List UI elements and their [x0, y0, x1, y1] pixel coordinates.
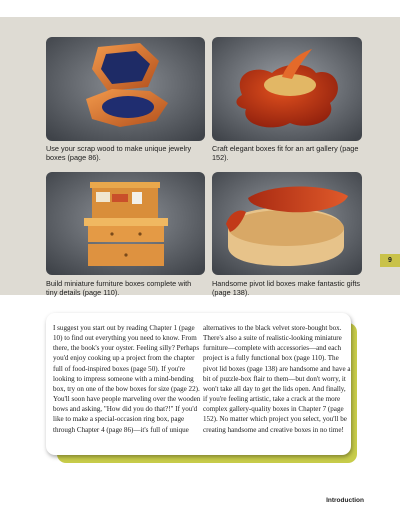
text-line: There's also a suite of realistic-looking miniature [203, 334, 342, 343]
text-line: pivot lid boxes (page 138) are handsome and have a [203, 364, 351, 373]
caption-jewelry-box: Use your scrap wood to make unique jewelry boxes (page 86). [46, 144, 192, 162]
caption-pivot-box: Handsome pivot lid boxes make fantastic gifts (page 138). [212, 279, 361, 297]
gallery-box-photo [212, 37, 362, 141]
text-line: looking to impress someone with a mind-bending [53, 374, 194, 383]
furniture-box-photo [46, 172, 205, 275]
text-line: box, try on one of the bow boxes for size (page 22). [53, 384, 200, 393]
text-line: bit of puzzle-box flair to them—but don't worry, it [203, 374, 346, 383]
caption-furniture-box: Build miniature furniture boxes complete with tiny details (page 110). [46, 279, 192, 297]
text-line: bows and asking, "How did you do that?!" If you'd [53, 405, 198, 414]
jewelry-box-photo [46, 37, 205, 141]
text-line: project is a fully functional box (page 110). The [203, 354, 339, 363]
text-line: complex gallery-quality boxes in Chapter 7 (page [203, 405, 344, 414]
text-line: full of food-inspired boxes (page 50). If you're [53, 364, 186, 373]
text-line: won't take all day to get the lids open. And finally, [203, 384, 346, 393]
text-column-left [53, 323, 200, 435]
text-line: you'd enjoy cooking up a project from the chapter [53, 354, 195, 363]
text-line: furniture—complete with accessories—and each [203, 344, 342, 353]
text-column-right [203, 323, 351, 435]
caption-gallery-box: Craft elegant boxes fit for an art gallery (page 152). [212, 144, 359, 162]
text-line: creating handsome and creative boxes in no time! [203, 425, 344, 434]
text-line: You'll soon have people marveling over the wooden [53, 395, 201, 404]
text-line: there, the book's your oyster. Feeling silly? Perhaps [53, 344, 200, 353]
pivot-box-photo [212, 172, 362, 275]
page-number-tab: 9 [380, 254, 400, 267]
text-line: alternatives to the black velvet store-bought box. [203, 324, 342, 332]
text-line: through Chapter 4 (page 86)—it's full of unique [53, 425, 189, 434]
text-line: 10) to find out everything you need to know. From [53, 334, 197, 343]
text-line: I suggest you start out by reading Chapter 1 (page [53, 324, 195, 332]
section-footer: Introduction [326, 497, 364, 504]
text-line: if you're feeling artistic, take a crack at the more [203, 395, 341, 404]
text-line: like to make a special-occasion ring box, page [53, 415, 185, 424]
text-line: 152). No matter which project you select, you'll be [203, 415, 347, 424]
